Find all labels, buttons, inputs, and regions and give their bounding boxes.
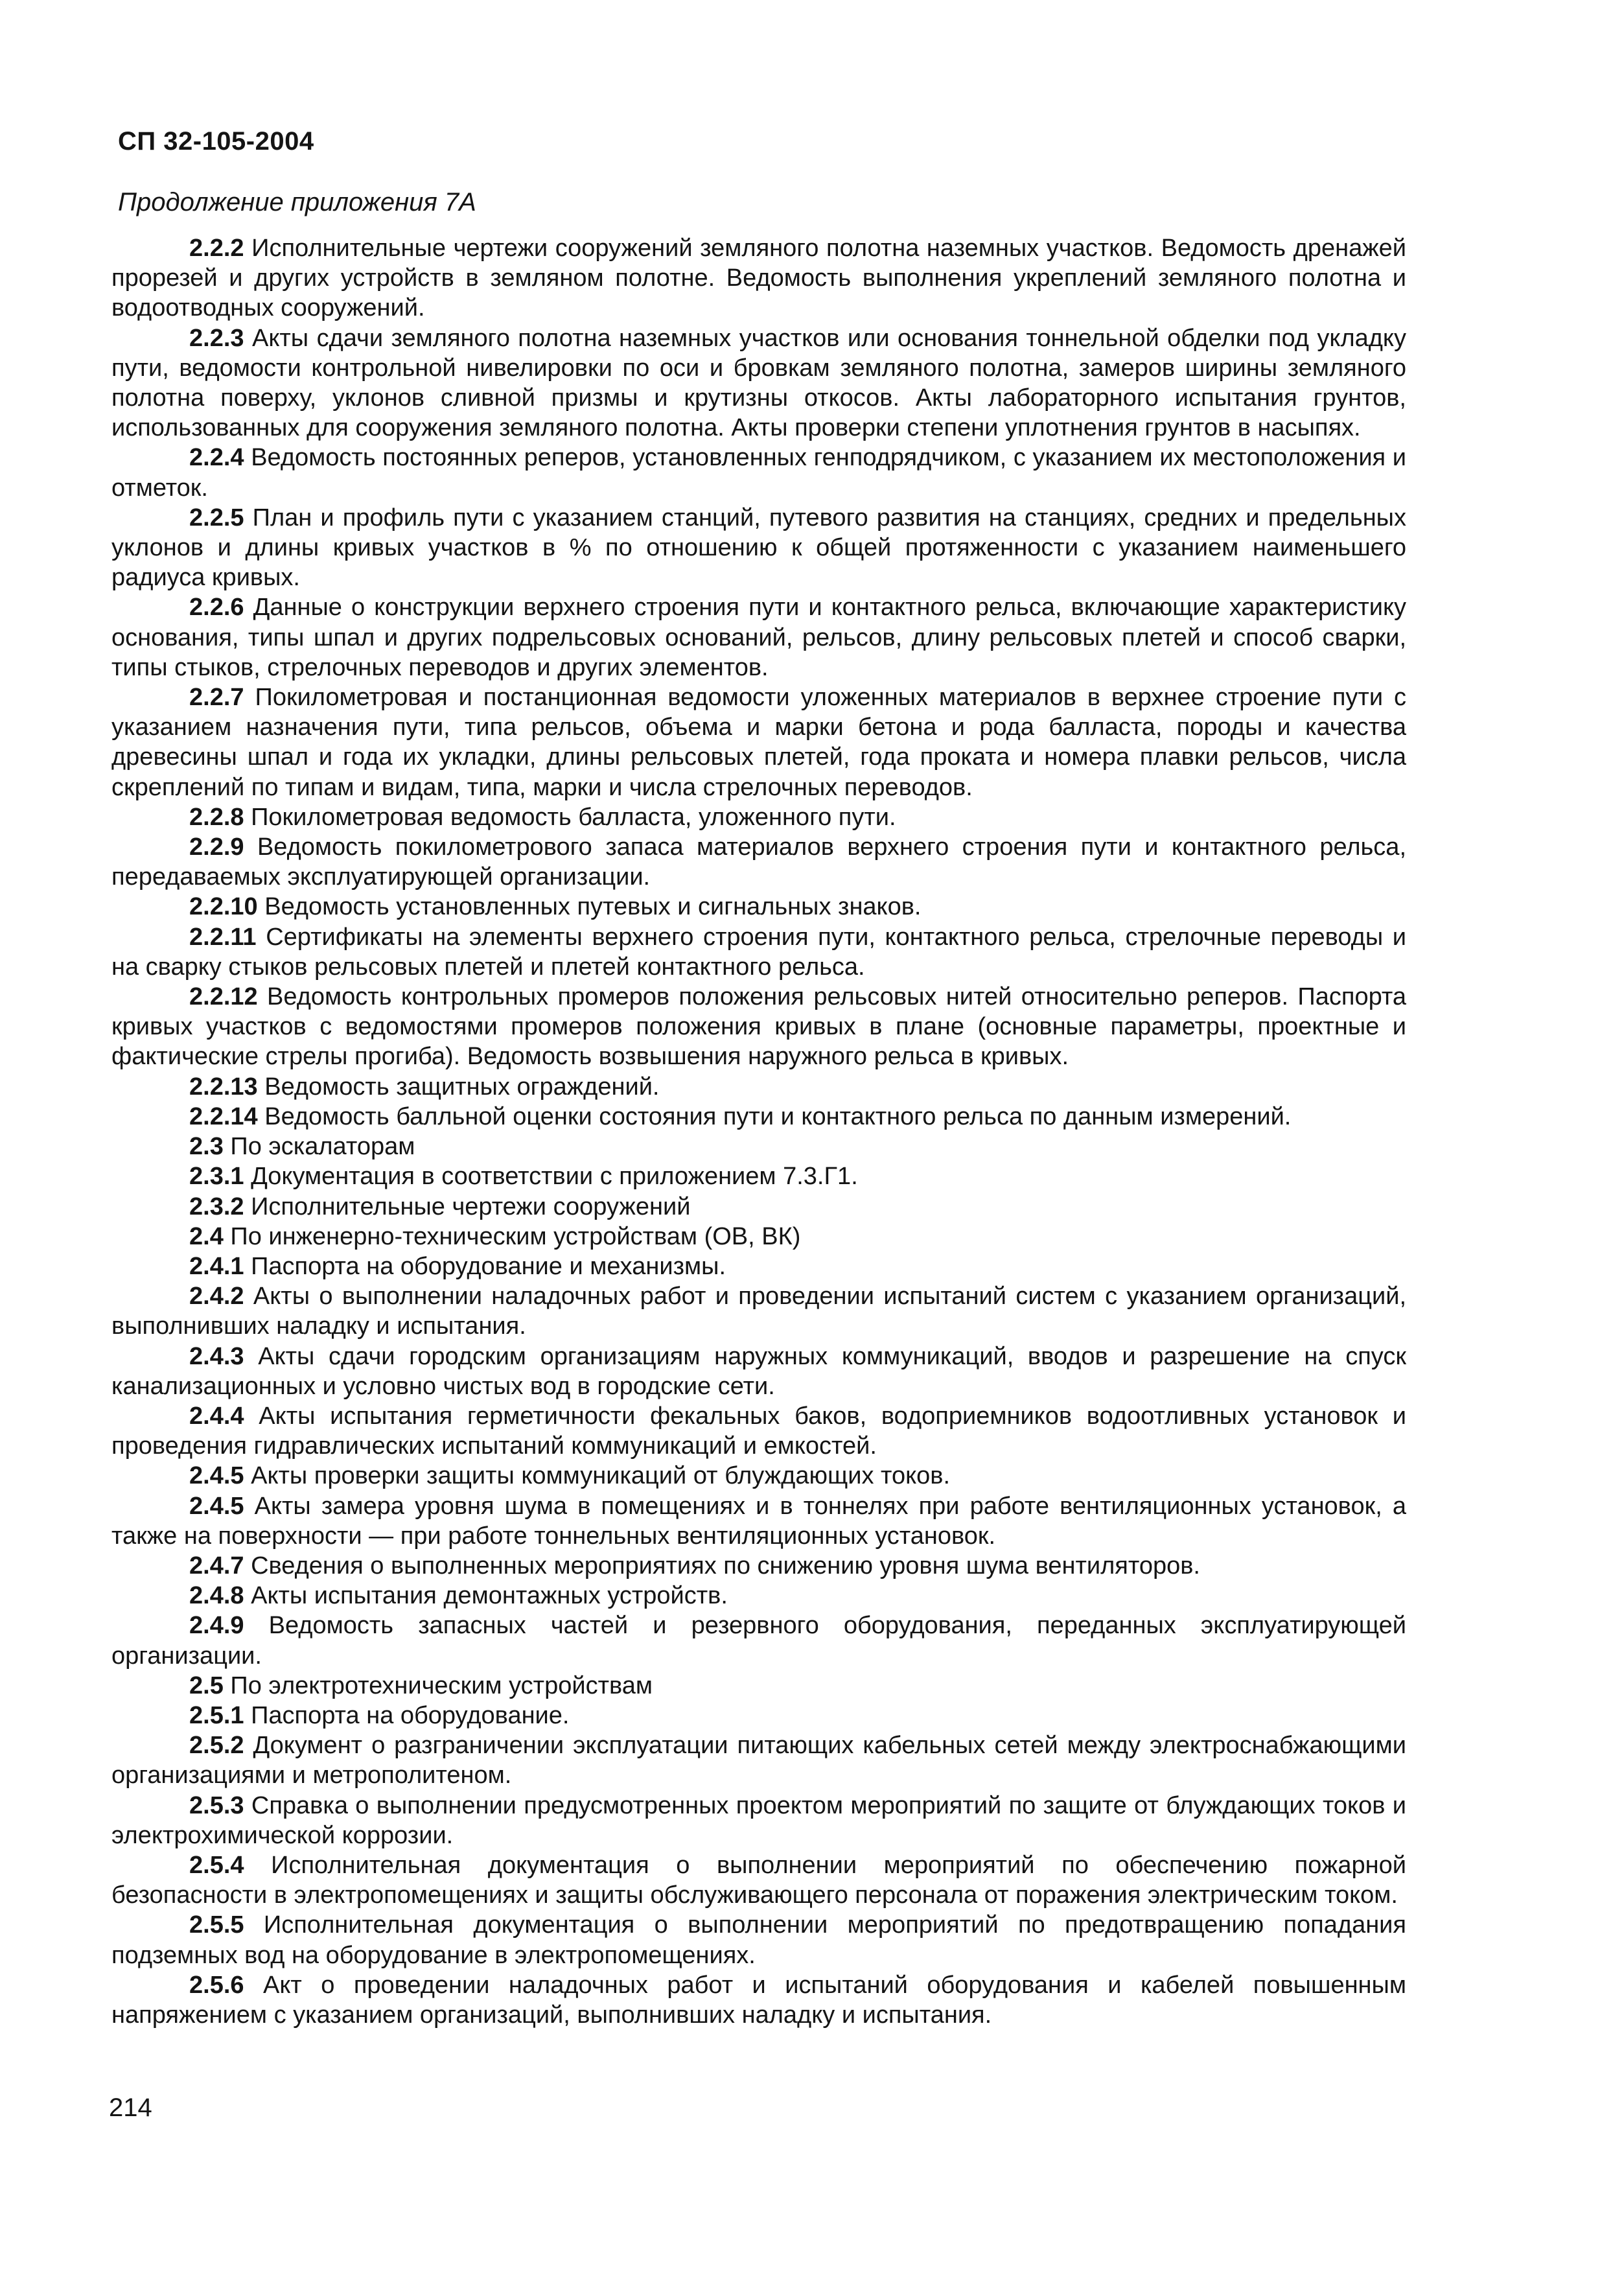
clause-text: Ведомость постоянных реперов, установленных генподрядчиком, с указанием их местоположения и отметок. [111,444,1407,502]
clause-paragraph [111,1132,1406,1161]
clause-number: 2.2.8 [189,803,244,831]
clause-text: Покилометровая и постанционная ведомости уложенных материалов в верхнее строение пути с указанием назначения пути, типа рельсов, объема и марки бетона и рода балласта, породы и качества древесины шпал и года их укладки, длины рельсовых плетей, года проката и номера плавки рельсов, числа скреплений по типам и видам, типа, марки и числа стрелочных переводов. [111,684,1406,801]
clause-text: Исполнительная документация о выполнении мероприятий по предотвращению попадания подземных вод на оборудование в электропомещениях. [111,1911,1406,1969]
clause-number: 2.4.5 [189,1492,244,1520]
clause-number: 2.5 [189,1672,224,1699]
clause-number: 2.4.8 [189,1582,244,1610]
clause-number: 2.2.3 [189,324,244,352]
clause-paragraph [111,802,1406,832]
clause-paragraph [111,1281,1406,1341]
clause-text: Акты сдачи земляного полотна наземных участков или основания тоннельной обделки под укладку пути, ведомости контрольной нивелировки по оси и бровкам земляного полотна, замеров ширины земляного полотна поверху, уклонов сливной призмы и крутизны откосов. Акты лабораторного испытания грунтов, использованных для сооружения земляного полотна. Акты проверки степени уплотнения грунтов в насыпях. [111,324,1406,442]
clause-paragraph [111,982,1406,1072]
clause-number: 2.4 [189,1222,224,1250]
clause-text: Ведомость покилометрового запаса материалов верхнего строения пути и контактного рельса, передаваемых эксплуатирующей организации. [111,833,1406,891]
clause-text: Данные о конструкции верхнего строения пути и контактного рельса, включающие характеристику основания, типы шпал и других подрельсовых оснований, рельсов, длину рельсовых плетей и способ сварки, типы стыков, стрелочных переводов и других элементов. [111,594,1406,681]
clause-number: 2.3.2 [189,1193,244,1220]
clause-number: 2.5.4 [189,1851,244,1879]
clause-paragraph [111,443,1406,502]
clause-number: 2.2.2 [189,235,244,262]
clause-paragraph [111,1701,1406,1730]
clause-number: 2.2.12 [189,983,258,1011]
clause-paragraph [111,1581,1406,1611]
clause-text: Исполнительная документация о выполнении мероприятий по обеспечению пожарной безопасности в электропомещениях и защиты обслуживающего персонала от поражения электрическим током. [111,1851,1407,1909]
clause-number: 2.5.3 [189,1791,244,1819]
clause-number: 2.3 [189,1133,224,1161]
clause-text: Ведомость защитных ограждений. [264,1073,660,1101]
clause-text: Документ о разграничении эксплуатации питающих кабельных сетей между электроснабжающими организациями и метрополитеном. [111,1732,1406,1789]
clause-number: 2.2.4 [189,444,244,472]
clause-paragraph [111,592,1406,682]
clause-paragraph [111,1671,1406,1701]
clause-number: 2.5.5 [189,1911,244,1939]
clause-paragraph [111,1970,1406,2030]
continuation-caption: Продолжение приложения 7А [118,188,476,216]
document-body [111,233,1406,2030]
clause-paragraph [111,1222,1406,1252]
clause-paragraph [111,1192,1406,1222]
clause-paragraph [111,1491,1406,1551]
clause-text: По эскалаторам [230,1133,415,1161]
clause-text: Паспорта на оборудование. [251,1701,570,1729]
clause-number: 2.2.6 [189,594,244,622]
clause-text: Документация в соответствии с приложением 7.3.Г1. [251,1163,858,1191]
clause-paragraph [111,1072,1406,1102]
clause-paragraph [111,682,1406,802]
clause-number: 2.4.9 [189,1612,244,1640]
clause-paragraph [111,503,1406,593]
clause-text: Ведомость запасных частей и резервного оборудования, переданных эксплуатирующей организации. [111,1612,1406,1670]
clause-text: Справка о выполнении предусмотренных проектом мероприятий по защите от блуждающих токов и электрохимической коррозии. [111,1791,1407,1849]
clause-number: 2.5.6 [189,1971,244,1999]
clause-number: 2.2.11 [189,923,257,951]
clause-paragraph [111,1461,1406,1491]
clause-paragraph [111,323,1406,443]
clause-paragraph [111,1551,1406,1581]
clause-paragraph [111,1401,1406,1461]
clause-text: План и профиль пути с указанием станций, путевого развития на станциях, средних и предельных уклонов и длины кривых участков в % по отношению к общей протяженности с указанием наименьшего радиуса кривых. [111,504,1406,592]
page-number: 214 [109,2093,152,2122]
clause-number: 2.5.2 [189,1732,244,1760]
clause-paragraph [111,922,1406,982]
clause-paragraph [111,1611,1406,1670]
clause-paragraph [111,233,1406,323]
clause-number: 2.4.7 [189,1552,244,1579]
clause-paragraph [111,1102,1406,1132]
clause-text: Исполнительные чертежи сооружений земляного полотна наземных участков. Ведомость дренажей прорезей и других устройств в земляном полотне. Ведомость выполнения укреплений земляного полотна и водоотводных сооружений. [111,235,1407,322]
clause-text: Исполнительные чертежи сооружений [251,1193,691,1220]
clause-paragraph [111,1791,1406,1850]
clause-text: По инженерно-техническим устройствам (ОВ, ВК) [230,1222,801,1250]
clause-text: Ведомость контрольных промеров положения рельсовых нитей относительно реперов. Паспорта кривых участков с ведомостями промеров положения кривых в плане (основные параметры, проектные и фактические стрелы прогиба). Ведомость возвышения наружного рельса в кривых. [111,983,1406,1071]
clause-paragraph [111,892,1406,922]
clause-number: 2.2.13 [189,1073,258,1101]
clause-text: Акты испытания герметичности фекальных баков, водоприемников водоотливных установок и проведения гидравлических испытаний коммуникаций и емкостей. [111,1402,1406,1460]
clause-text: По электротехническим устройствам [230,1672,653,1699]
clause-text: Акт о проведении наладочных работ и испытаний оборудования и кабелей повышенным напряжением с указанием организаций, выполнивших наладку и испытания. [111,1971,1406,2029]
clause-paragraph [111,832,1406,892]
clause-paragraph [111,1730,1406,1790]
clause-text: Ведомость установленных путевых и сигнальных знаков. [264,893,922,921]
clause-number: 2.4.4 [189,1402,244,1430]
clause-text: Акты испытания демонтажных устройств. [251,1582,728,1610]
clause-text: Акты о выполнении наладочных работ и проведении испытаний систем с указанием организаций, выполнивших наладку и испытания. [111,1283,1406,1340]
clause-number: 2.2.14 [189,1102,258,1130]
clause-text: Покилометровая ведомость балласта, уложенного пути. [251,803,896,831]
clause-number: 2.4.2 [189,1283,244,1311]
clause-number: 2.4.1 [189,1252,244,1280]
clause-text: Акты проверки защиты коммуникаций от блуждающих токов. [251,1462,951,1490]
clause-paragraph [111,1910,1406,1970]
clause-number: 2.5.1 [189,1701,244,1729]
clause-text: Ведомость балльной оценки состояния пути и контактного рельса по данным измерений. [264,1102,1292,1130]
clause-number: 2.2.10 [189,893,258,921]
clause-number: 2.4.5 [189,1462,244,1490]
clause-text: Паспорта на оборудование и механизмы. [251,1252,726,1280]
clause-text: Сведения о выполненных мероприятиях по снижению уровня шума вентиляторов. [251,1552,1200,1579]
clause-paragraph [111,1161,1406,1191]
clause-number: 2.2.9 [189,833,244,861]
clause-text: Акты сдачи городским организациям наружных коммуникаций, вводов и разрешение на спуск канализационных и условно чистых вод в городские сети. [111,1342,1407,1400]
clause-number: 2.2.5 [189,504,244,531]
clause-number: 2.3.1 [189,1163,244,1191]
document-code: СП 32-105-2004 [118,127,314,156]
clause-text: Акты замера уровня шума в помещениях и в тоннелях при работе вентиляционных установок, а также на поверхности — при работе тоннельных вентиляционных установок. [111,1492,1406,1550]
clause-text: Сертификаты на элементы верхнего строения пути, контактного рельса, стрелочные переводы и на сварку стыков рельсовых плетей и плетей контактного рельса. [111,923,1407,981]
clause-paragraph [111,1252,1406,1281]
clause-number: 2.4.3 [189,1342,244,1370]
clause-number: 2.2.7 [189,684,244,712]
clause-paragraph [111,1342,1406,1401]
clause-paragraph [111,1850,1406,1910]
